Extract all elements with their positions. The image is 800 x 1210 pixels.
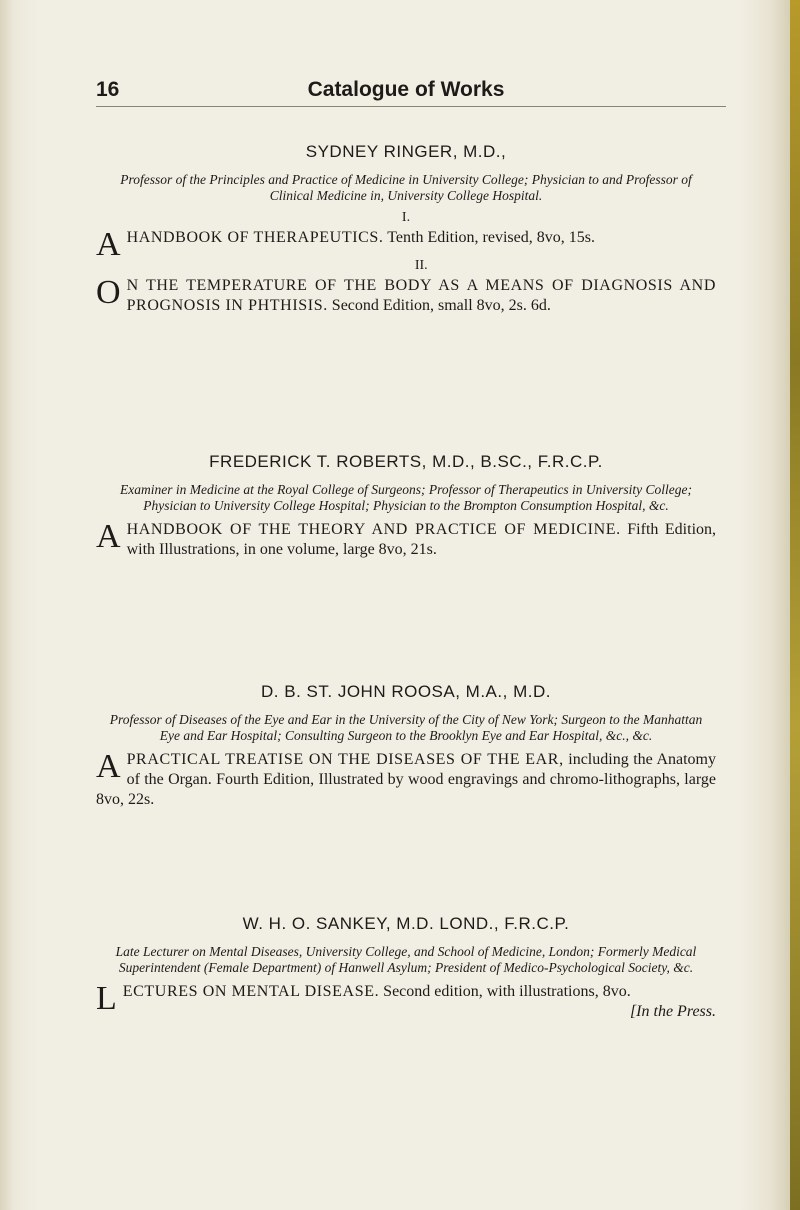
work-numeral: II. [414,258,428,273]
page-number: 16 [96,78,120,101]
author-credentials: Examiner in Medicine at the Royal College of Surgeons; Professor of Therapeutics in University College; Physician to University College Hospital; Physician to the Brompton Consumption Hospital, &c. [120,482,692,513]
drop-cap: A [96,226,121,263]
author-name: SYDNEY RINGER, M.D., [305,142,507,161]
press-note: [In the Press. [629,1003,716,1020]
running-title: Catalogue of Works [307,78,505,101]
author-credentials: Professor of Diseases of the Eye and Ear in the University of the City of New York; Surgeon to the Manhattan Eye and Ear Hospital; Consulting Surgeon to the Brooklyn Eye and Ear Hospital, &c., &c. [109,712,703,743]
author-name: W. H. O. SANKEY, M.D. LOND., F.R.C.P. [242,914,570,933]
author-credentials: Late Lecturer on Mental Diseases, University College, and School of Medicine, London; Formerly Medical Superintendent (Female Department) of Hanwell Asylum; President of Medico-Psychological Society, &c. [115,944,697,975]
drop-cap: L [96,980,117,1017]
drop-cap: O [96,274,121,311]
work-details: Fifth Edition, with Illustrations, in one volume, large 8vo, 21s. [126,521,717,558]
catalogue-entry [96,452,716,570]
work-listing [96,520,716,560]
work-title: HANDBOOK OF THERAPEUTICS. [126,229,384,246]
author-name: FREDERICK T. ROBERTS, M.D., B.SC., F.R.C.P. [209,452,603,471]
work-details: Tenth Edition, revised, 8vo, 15s. [387,229,595,246]
work-details: Second Edition, small 8vo, 2s. 6d. [331,297,551,314]
work-listing [96,750,716,810]
work-title: N THE TEMPERATURE OF THE BODY AS A MEANS OF DIAGNOSIS AND PROGNOSIS IN PHTHISIS. [126,277,716,314]
work-listing [96,980,716,1020]
author-name: D. B. ST. JOHN ROOSA, M.A., M.D. [261,682,551,701]
catalogue-entry [96,682,716,820]
work-numeral: I. [401,210,411,225]
running-head [96,78,716,108]
work-listing [96,276,716,316]
work-details: including the Anatomy of the Organ. Fourth Edition, Illustrated by wood engravings and chromo-lithographs, large 8vo, 22s. [96,751,717,808]
work-details: Second edition, with illustrations, 8vo. [383,983,631,1000]
catalogue-entry [96,142,716,326]
catalogue-entry [96,914,716,1022]
drop-cap: A [96,748,121,785]
author-credentials: Professor of the Principles and Practice of Medicine in University College; Physician to and Professor of Clinical Medicine in, University College Hospital. [120,172,692,203]
work-title: PRACTICAL TREATISE ON THE DISEASES OF THE EAR, [126,751,564,768]
header-rule [96,106,726,107]
drop-cap: A [96,518,121,555]
work-title: HANDBOOK OF THE THEORY AND PRACTICE OF MEDICINE. [126,521,621,538]
work-title: ECTURES ON MENTAL DISEASE. [122,983,380,1000]
work-listing [96,226,716,263]
book-spine-edge [790,0,800,1210]
